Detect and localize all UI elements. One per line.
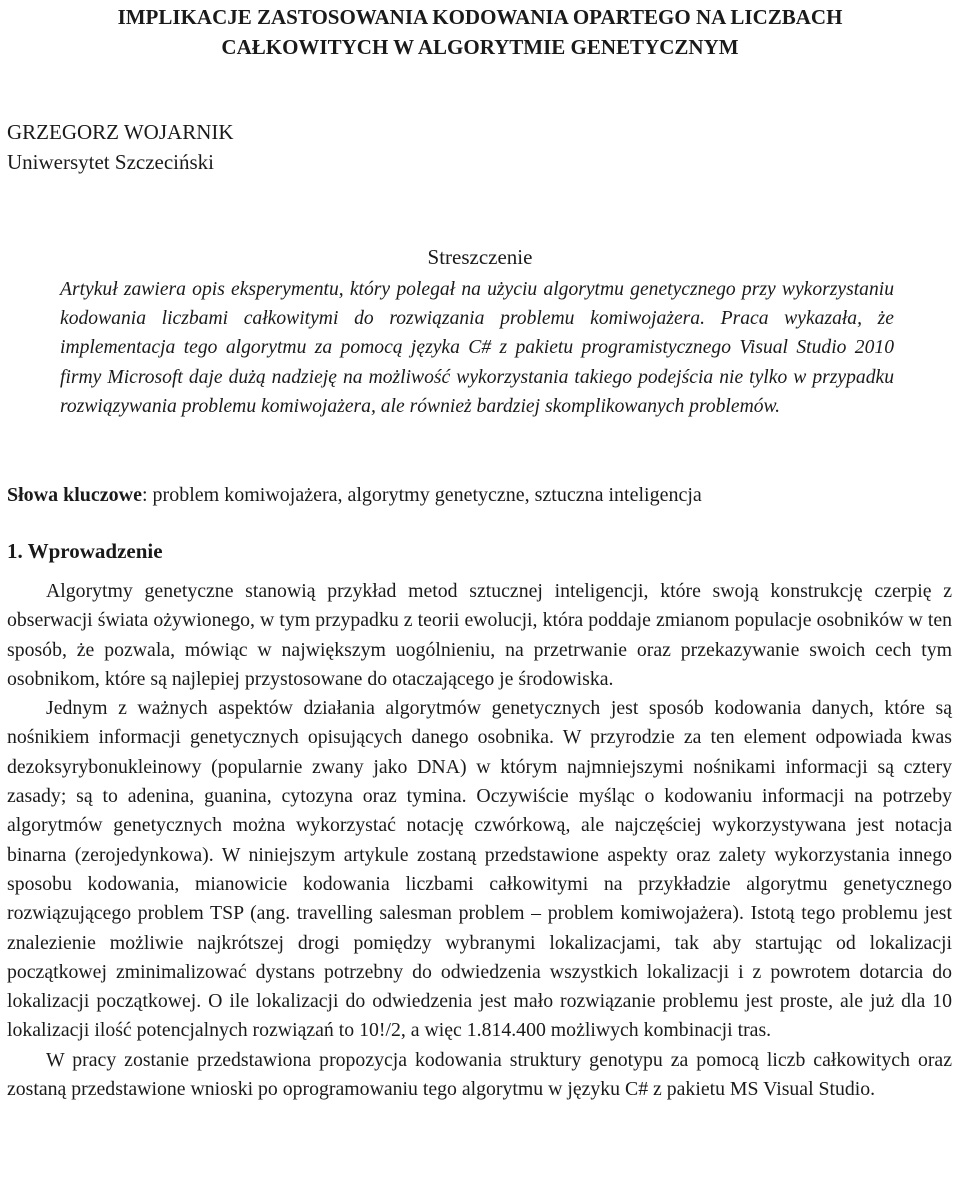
section-heading: 1. Wprowadzenie [7,539,163,563]
author-affiliation: Uniwersytet Szczeciński [7,150,215,174]
keywords-label: Słowa kluczowe [7,484,142,506]
keywords [7,481,952,509]
paragraph: Algorytmy genetyczne stanowią przykład metod sztucznej inteligencji, które swoją konstrukcję czerpię z obserwacji świata ożywionego, w tym przypadku z teorii ewolucji, która poddaje zmianom populacje osobników w ten sposób, że pozwala, mówiąc w największym uogólnieniu, na przetrwanie oraz przekazywanie swoich cech tym osobnikom, które są najlepiej przystosowane do otaczającego je środowiska. [7,580,952,690]
paragraph: Jednym z ważnych aspektów działania algorytmów genetycznych jest sposób kodowania danych, które są nośnikiem informacji genetycznych opisujących danego osobnika. W przyrodzie za ten element odpowiada kwas dezoksyrybonukleinowy (popularnie zwany jako DNA) w którym najmniejszymi nośnikami informacji są cztery zasady; są to adenina, guanina, cytozyna oraz tymina. Oczywiście myśląc o kodowaniu informacji na potrzeby algorytmów genetycznych można wykorzystać notację czwórkową, ale najczęściej wykorzystywana jest notacja binarna (zerojedynkowa). W niniejszym artykule zostaną przedstawione aspekty oraz zalety wykorzystania innego sposobu kodowania, mianowicie kodowania liczbami całkowitymi na przykładzie algorytmu genetycznego rozwiązującego problem TSP (ang. travelling salesman problem – problem komiwojażera). Istotą tego problemu jest znalezienie możliwie najkrótszej drogi pomiędzy wybranymi lokalizacjami, tak aby startując od lokalizacji początkowej zminimalizować dystans potrzebny do odwiedzenia wszystkich lokalizacji i z powrotem dotarcia do lokalizacji początkowej. O ile lokalizacji do odwiedzenia jest mało rozwiązanie problemu jest proste, ale już dla 10 lokalizacji ilość potencjalnych rozwiązań to 10!/2, a więc 1.814.400 możliwych kombinacji tras. [7,697,952,1042]
abstract-text: Artykuł zawiera opis eksperymentu, który polegał na użyciu algorytmu genetycznego przy wykorzystaniu kodowania liczbami całkowitymi do rozwiązania problemu komiwojażera. Praca wykazała, że implementacja tego algorytmu za pomocą języka C# z pakietu programistycznego Visual Studio 2010 firmy Microsoft daje dużą nadzieję na możliwość wykorzystania takiego podejścia nie tylko w przypadku rozwiązywania problemu komiwojażera, ale również bardziej skomplikowanych problemów. [60,279,894,417]
abstract-heading: Streszczenie [427,245,533,269]
paper-title [0,2,960,62]
paper-title-line-2: CAŁKOWITYCH W ALGORYTMIE GENETYCZNYM [221,35,739,59]
keywords-text: : problem komiwojażera, algorytmy genetyczne, sztuczna inteligencja [142,484,702,506]
section-body [7,577,952,1104]
paper-title-line-1: IMPLIKACJE ZASTOSOWANIA KODOWANIA OPARTEGO NA LICZBACH [117,5,843,29]
author-name: GRZEGORZ WOJARNIK [7,120,234,144]
author-block [7,117,234,177]
paragraph: W pracy zostanie przedstawiona propozycja kodowania struktury genotypu za pomocą liczb całkowitych oraz zostaną przedstawione wnioski po oprogramowaniu tego algorytmu w języku C# z pakietu MS Visual Studio. [7,1048,952,1101]
